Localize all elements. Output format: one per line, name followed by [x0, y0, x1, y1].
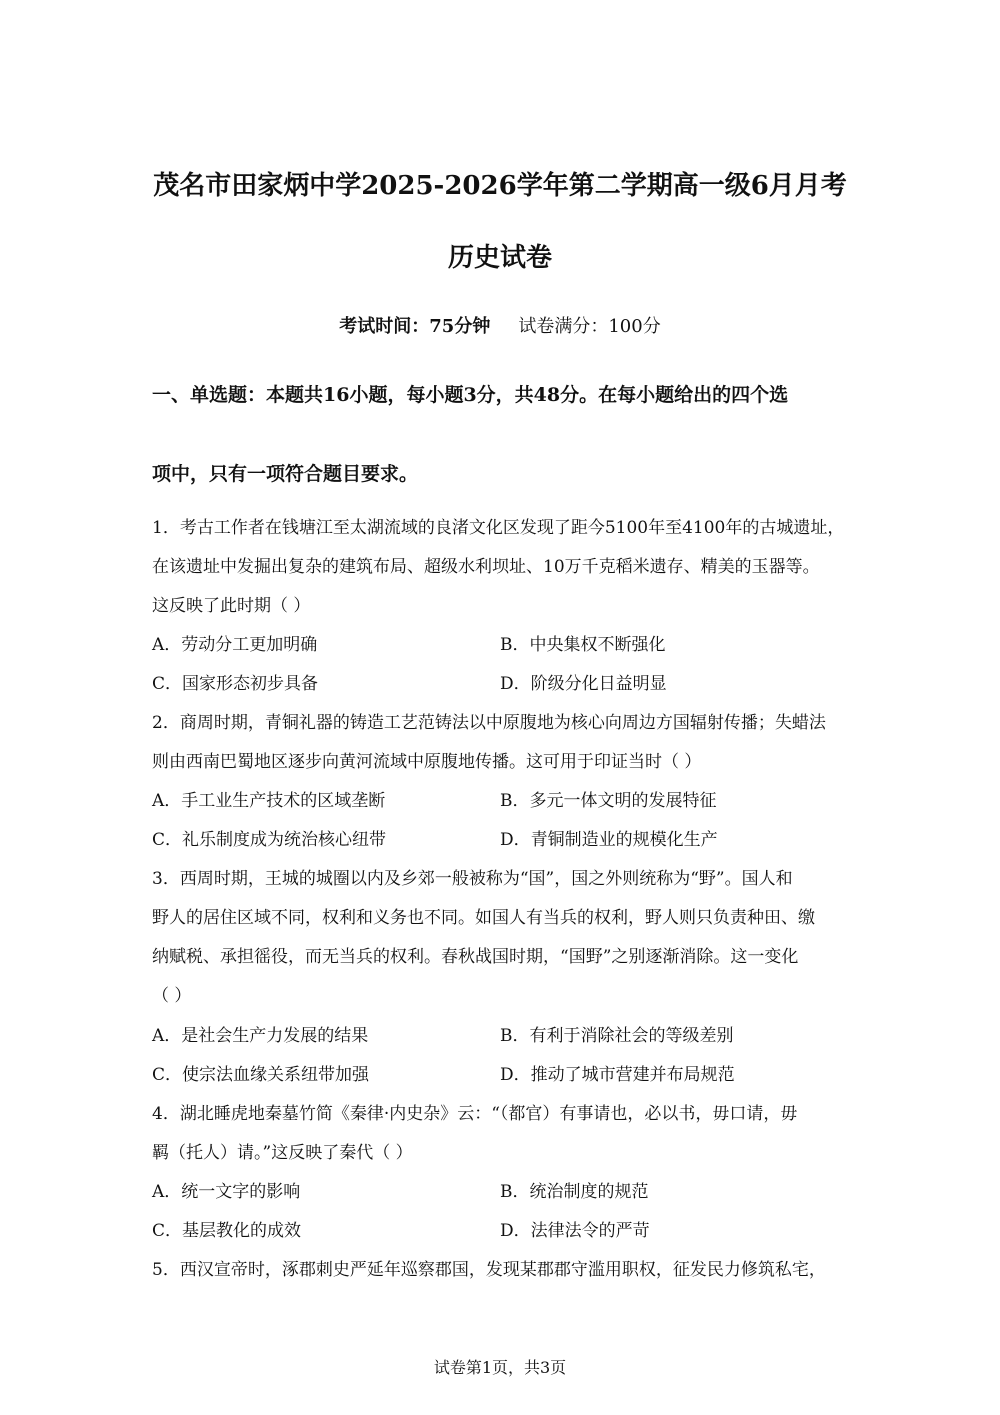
- question-2-line-2: 则由西南巴蜀地区逐步向黄河流域中原腹地传播。这可用于印证当时（ ）: [152, 752, 702, 772]
- question-1-line-2: 在该遗址中发掘出复杂的建筑布局、超级水利坝址、10万千克稻米遗存、精美的玉器等。: [152, 557, 820, 577]
- exam-subject-title: 历史试卷: [447, 243, 552, 273]
- question-4-line-1: 4．湖北睡虎地秦墓竹简《秦律·内史杂》云：“（都官）有事请也，必以书，毋口请，毋: [152, 1104, 798, 1124]
- question-2-option-b: B．多元一体文明的发展特征: [500, 791, 717, 811]
- question-4-option-c: C．基层教化的成效: [152, 1221, 302, 1241]
- question-2-option-c: C．礼乐制度成为统治核心纽带: [152, 830, 387, 850]
- section-heading-line2: 项中，只有一项符合题目要求。: [152, 463, 419, 485]
- question-3-option-a: A．是社会生产力发展的结果: [152, 1026, 369, 1046]
- question-4-line-2: 羁（托人）请。”这反映了秦代（ ）: [152, 1143, 413, 1163]
- question-2-option-d: D．青铜制造业的规模化生产: [500, 830, 718, 850]
- question-1-option-b: B．中央集权不断强化: [500, 635, 666, 655]
- question-3-line-2: 野人的居住区域不同，权利和义务也不同。如国人有当兵的权利，野人则只负责种田、缴: [152, 908, 815, 928]
- question-5-line-1: 5．西汉宣帝时，涿郡刺史严延年巡察郡国，发现某郡郡守滥用职权，征发民力修筑私宅，: [152, 1260, 826, 1280]
- question-2-option-a: A．手工业生产技术的区域垄断: [152, 791, 386, 811]
- question-1-option-d: D．阶级分化日益明显: [500, 674, 667, 694]
- exam-title: 茂名市田家炳中学2025-2026学年第二学期高一级6月月考: [153, 171, 847, 201]
- question-1-option-c: C．国家形态初步具备: [152, 674, 319, 694]
- question-3-line-3: 纳赋税、承担徭役，而无当兵的权利。春秋战国时期，“国野”之别逐渐消除。这一变化: [152, 947, 799, 967]
- question-1-line-1: 1．考古工作者在钱塘江至太湖流域的良渚文化区发现了距今5100年至4100年的古城遗址，: [152, 518, 845, 538]
- question-1-line-3: 这反映了此时期（ ）: [152, 596, 311, 616]
- exam-full-score: 试卷满分：100分: [518, 316, 661, 337]
- question-3-option-d: D．推动了城市营建并布局规范: [500, 1065, 735, 1085]
- question-4-option-b: B．统治制度的规范: [500, 1182, 649, 1202]
- question-4-option-a: A．统一文字的影响: [152, 1182, 301, 1202]
- page-footer: 试卷第1页，共3页: [433, 1358, 567, 1377]
- exam-meta: [0, 312, 1000, 342]
- question-4-option-d: D．法律法令的严苛: [500, 1221, 650, 1241]
- section-heading-line1: 一、单选题：本题共16小题，每小题3分，共48分。在每小题给出的四个选: [152, 384, 789, 406]
- question-3-line-4: （ ）: [152, 986, 192, 1006]
- question-2-line-1: 2．商周时期，青铜礼器的铸造工艺范铸法以中原腹地为核心向周边方国辐射传播；失蜡法: [152, 713, 826, 733]
- question-3-line-1: 3．西周时期，王城的城圈以内及乡郊一般被称为“国”，国之外则统称为“野”。国人和: [152, 869, 793, 889]
- exam-time: 考试时间：75分钟: [339, 316, 491, 337]
- question-3-option-b: B．有利于消除社会的等级差别: [500, 1026, 734, 1046]
- question-3-option-c: C．使宗法血缘关系纽带加强: [152, 1065, 370, 1085]
- question-1-option-a: A．劳动分工更加明确: [152, 635, 318, 655]
